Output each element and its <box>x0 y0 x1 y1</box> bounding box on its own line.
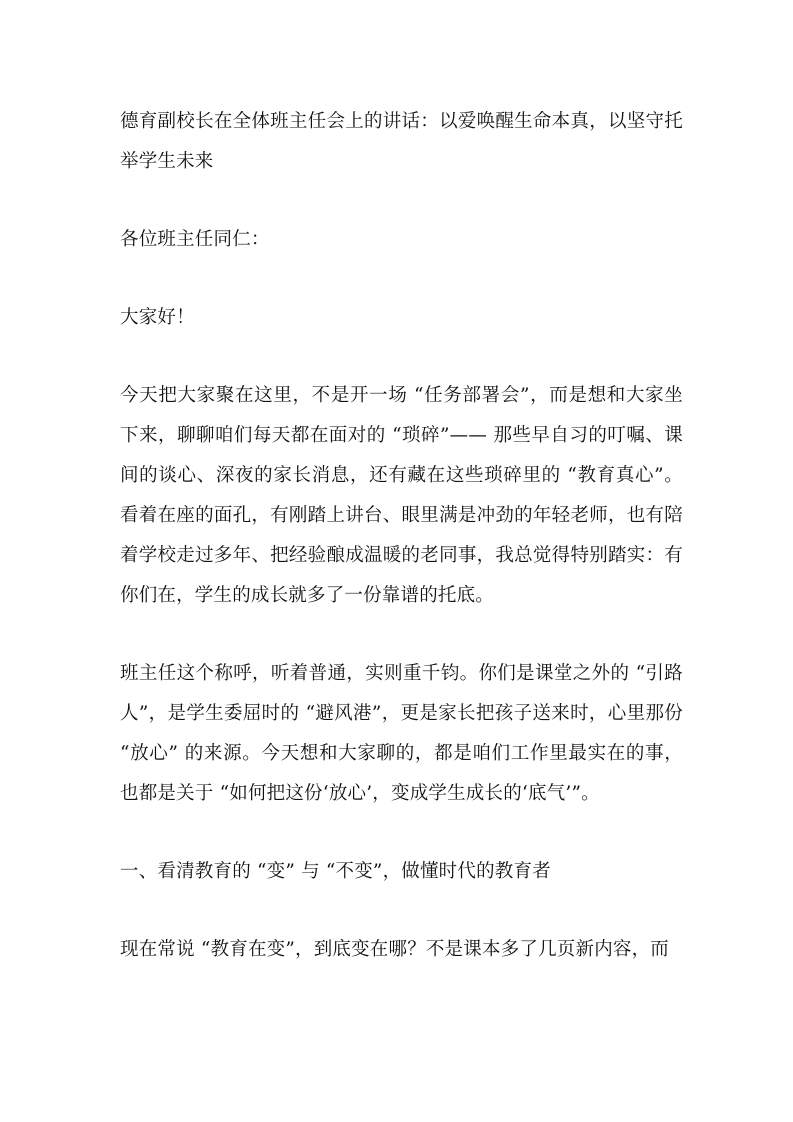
document-title: 德育副校长在全体班主任会上的讲话：以爱唤醒生命本真，以坚守托举学生未来 <box>120 111 683 172</box>
paragraph-intro: 今天把大家聚在这里，不是开一场 “任务部署会”，而是想和大家坐下来，聊聊咱们每天都在面对的 “琐碎”—— 那些早自习的叮嘱、课间的谈心、深夜的家长消息，还有藏在这些琐碎里的 “教育真心”。看着在座的面孔，有刚踏上讲台、眼里满是冲劲的年轻老师，也有陪着学校走过多年、把经验酿成温暖的老同事，我总觉得特别踏实：有你们在，学生的成长就多了一份靠谱的托底。 <box>120 385 683 606</box>
greeting: 大家好！ <box>120 307 195 328</box>
document-page <box>120 102 683 970</box>
salutation: 各位班主任同仁： <box>120 229 270 250</box>
section-paragraph: 现在常说 “教育在变”，到底变在哪？不是课本多了几页新内容，而 <box>120 939 669 960</box>
paragraph-role: 班主任这个称呼，听着普通，实则重千钧。你们是课堂之外的 “引路人”，是学生委屈时的 “避风港”，更是家长把孩子送来时，心里那份 “放心” 的来源。今天想和大家聊的，都是咱们工作里最实在的事，也都是关于 “如何把这份‘放心’，变成学生成长的‘底气’”。 <box>120 663 683 804</box>
section-heading: 一、看清教育的 “变” 与 “不变”，做懂时代的教育者 <box>120 861 551 882</box>
